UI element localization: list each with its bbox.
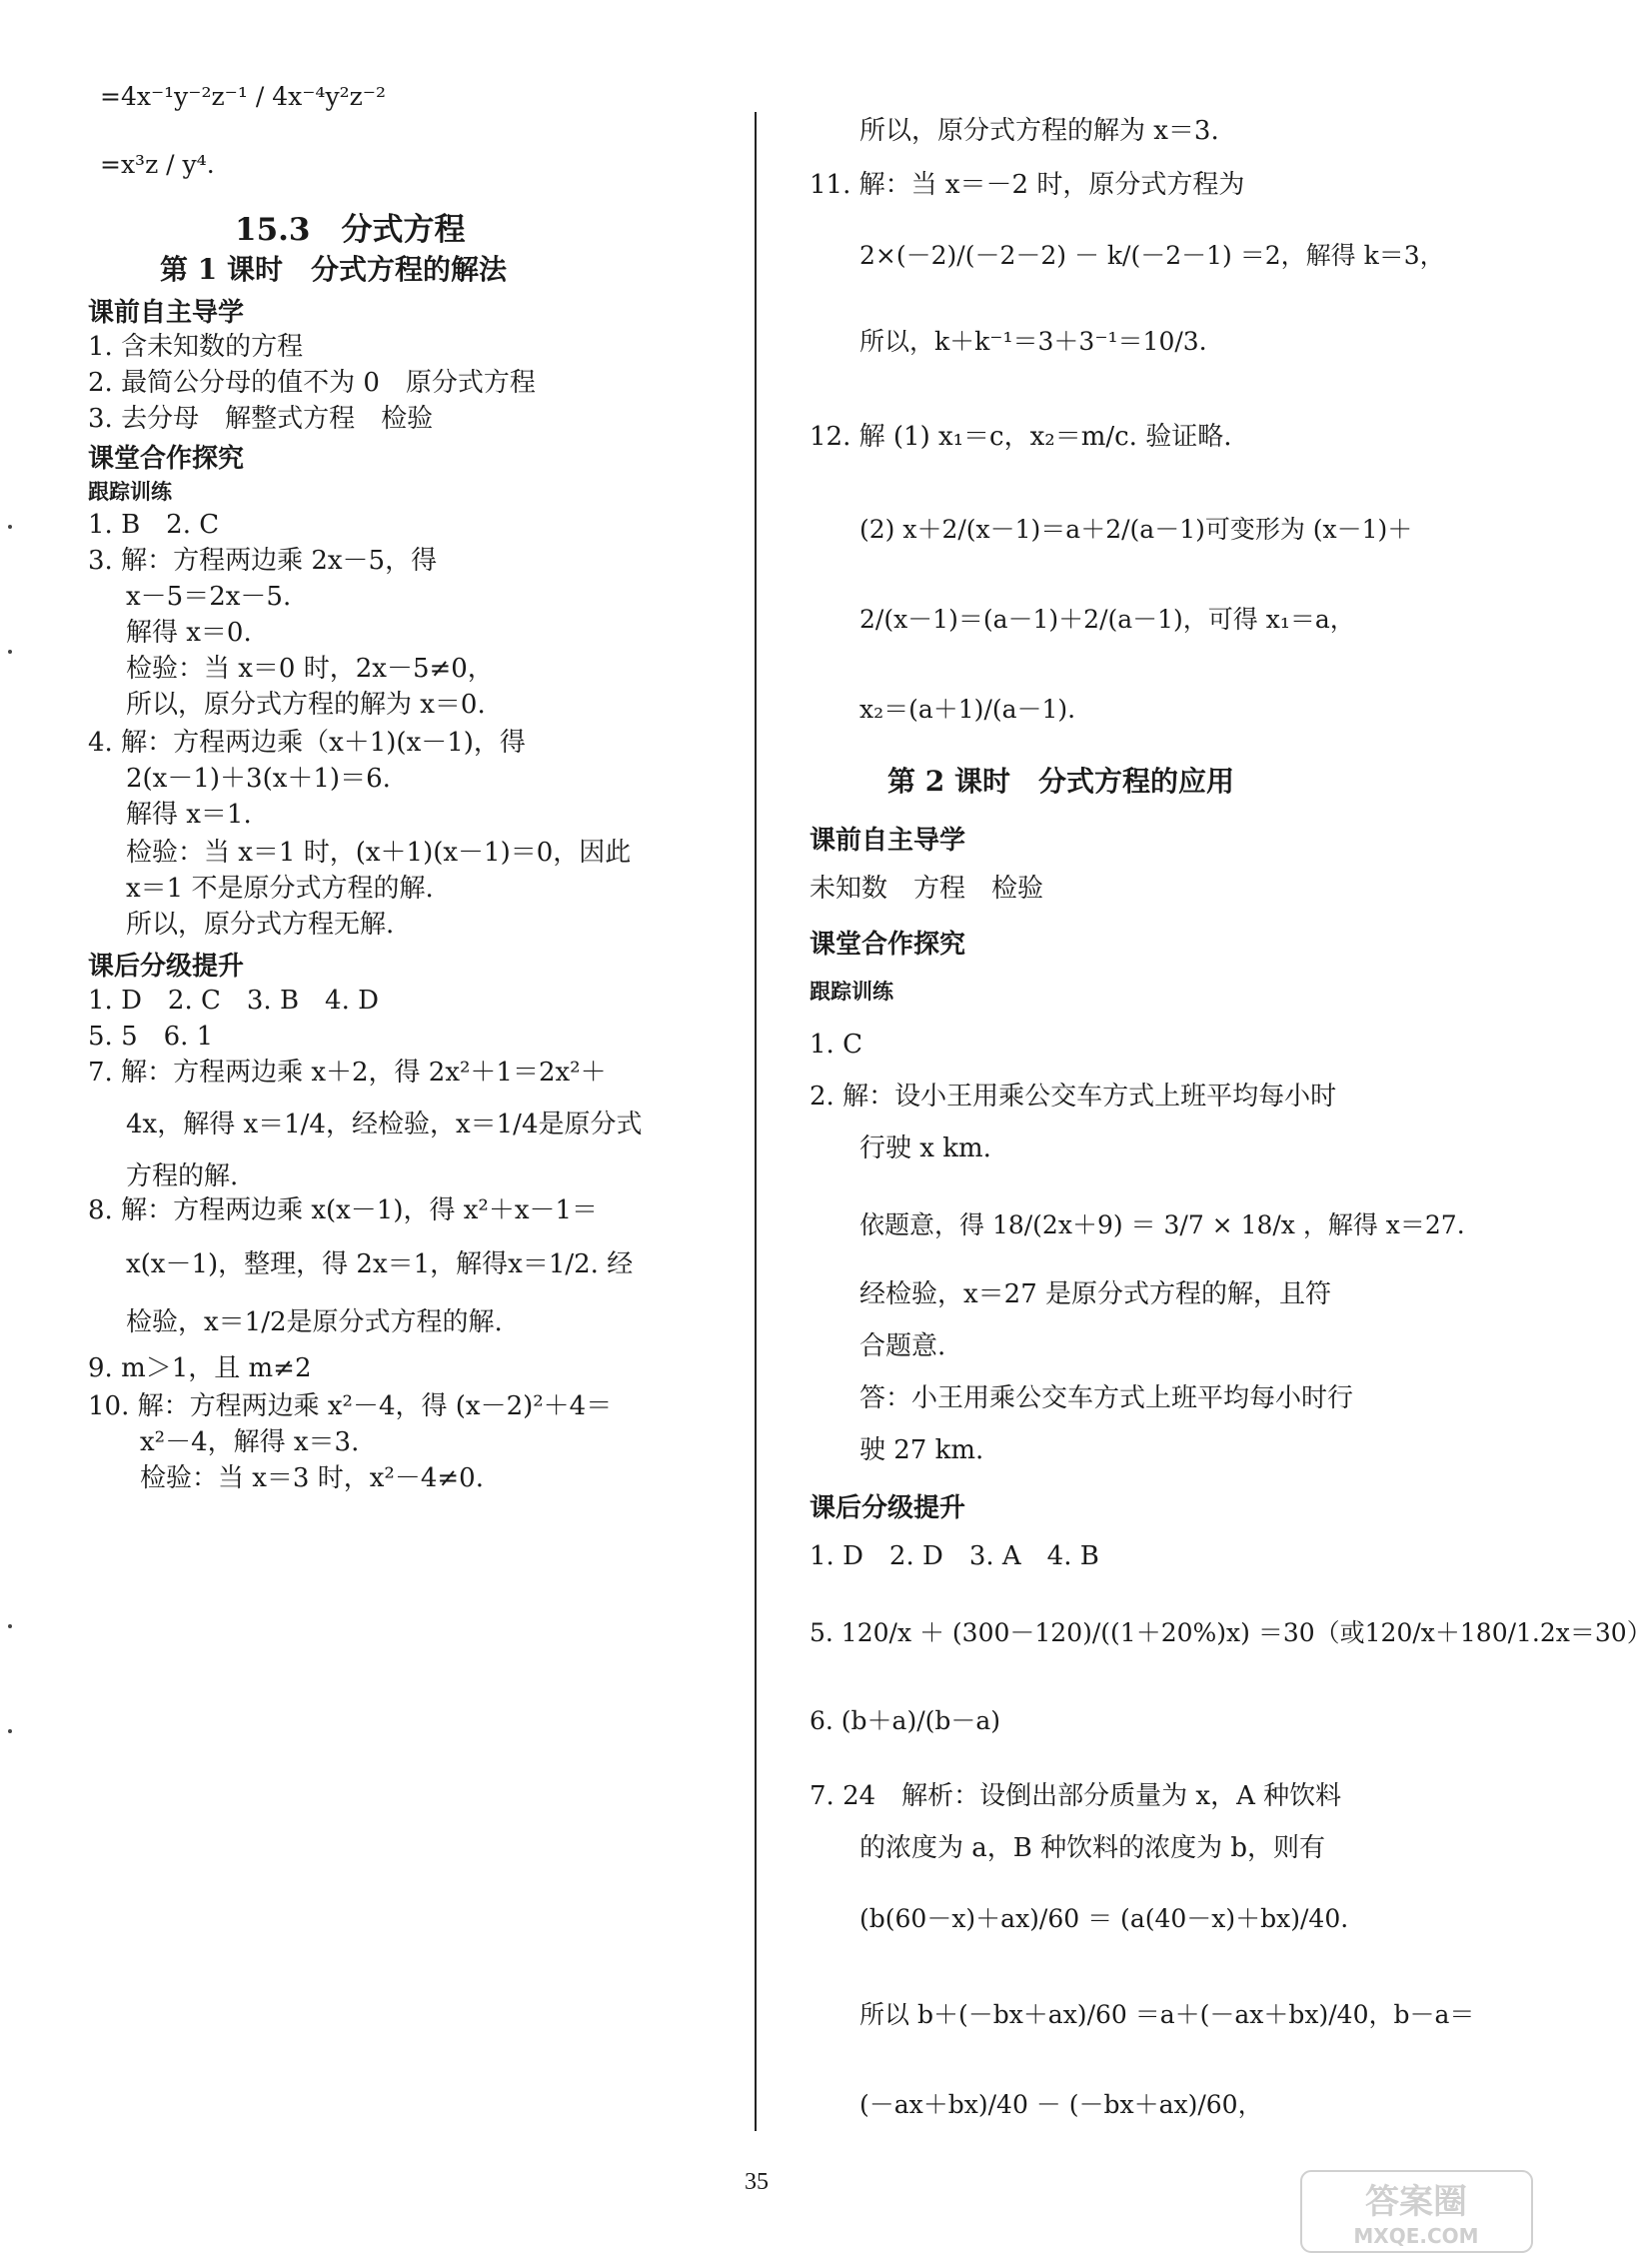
- after-9: 9. m＞1，且 m≠2: [88, 1353, 312, 1383]
- r-track-2-line-a: 2. 解：设小王用乘公交车方式上班平均每小时: [810, 1082, 1337, 1112]
- r-pre-answer: 未知数 方程 检验: [810, 874, 1044, 904]
- r-track-2-line-b: 行驶 x km.: [859, 1133, 991, 1163]
- r-heading-after-class: 课后分级提升: [810, 1493, 966, 1523]
- after-10-line-b: x²－4，解得 x＝3.: [140, 1427, 360, 1457]
- column-divider: [755, 112, 757, 2131]
- r-11-line-b: 2×(－2)/(－2－2) － k/(－2－1) ＝2，解得 k＝3，: [859, 241, 1445, 270]
- r-track-2-line-d: 经检验，x＝27 是原分式方程的解，且符: [859, 1279, 1332, 1309]
- page-number: 35: [745, 2169, 769, 2195]
- r-12-line-c: 2/(x－1)＝(a－1)＋2/(a－1)，可得 x₁＝a，: [859, 605, 1355, 634]
- track-3-line-b: x－5＝2x－5.: [126, 582, 292, 612]
- r-12-line-d: x₂＝(a＋1)/(a－1).: [859, 695, 1076, 724]
- svg-text:答案圈: 答案圈: [1365, 2182, 1467, 2222]
- r-track-2-line-f: 答：小王用乘公交车方式上班平均每小时行: [859, 1383, 1354, 1413]
- track-3-line-d: 检验：当 x＝0 时，2x－5≠0，: [126, 654, 494, 684]
- heading-in-class: 课堂合作探究: [88, 444, 245, 474]
- heading-pre-class: 课前自主导学: [88, 298, 245, 328]
- after-7-line-b: 4x，解得 x＝1/4，经检验，x＝1/4是原分式: [126, 1110, 643, 1139]
- after-7-line-c: 方程的解.: [126, 1161, 239, 1191]
- track-3-line-e: 所以，原分式方程的解为 x＝0.: [126, 690, 486, 720]
- track-3-line-c: 解得 x＝0.: [126, 618, 252, 648]
- track-4-line-d: 检验：当 x＝1 时，(x＋1)(x－1)＝0，因此: [126, 838, 632, 868]
- r-after-5: 5. 120/x ＋ (300－120)/((1＋20%)x) ＝30（或120/x＋180/1.2x＝30）: [810, 1618, 1652, 1647]
- after-answers-1-4: 1. D 2. C 3. B 4. D: [88, 986, 379, 1016]
- r-after-7-line-d: 所以 b＋(－bx＋ax)/60 ＝a＋(－ax＋bx)/40，b－a＝: [859, 2000, 1475, 2029]
- after-8-line-c: 检验，x＝1/2是原分式方程的解.: [126, 1307, 503, 1337]
- track-4-line-c: 解得 x＝1.: [126, 800, 252, 830]
- r-12-line-b: (2) x＋2/(x－1)＝a＋2/(a－1)可变形为 (x－1)＋: [859, 515, 1413, 544]
- top-equation-2: =x³z / y⁴.: [100, 150, 215, 179]
- lesson-2-title: 第 2 课时 分式方程的应用: [887, 765, 1234, 798]
- track-4-line-b: 2(x－1)＋3(x＋1)＝6.: [126, 764, 391, 794]
- after-7-line-a: 7. 解：方程两边乘 x＋2，得 2x²＋1＝2x²＋: [88, 1058, 607, 1088]
- pre-item-1: 1. 含未知数的方程: [88, 332, 304, 362]
- section-title: 15.3 分式方程: [235, 212, 466, 248]
- after-8-line-a: 8. 解：方程两边乘 x(x－1)，得 x²＋x－1＝: [88, 1195, 599, 1225]
- watermark-logo: [1299, 2169, 1534, 2254]
- after-10-line-c: 检验：当 x＝3 时，x²－4≠0.: [140, 1463, 484, 1493]
- r-after-7-line-b: 的浓度为 a，B 种饮料的浓度为 b，则有: [859, 1833, 1326, 1863]
- r-after-answers-1-4: 1. D 2. D 3. A 4. B: [810, 1541, 1099, 1571]
- lesson-1-title: 第 1 课时 分式方程的解法: [160, 253, 507, 286]
- track-4-line-a: 4. 解：方程两边乘（x＋1)(x－1)，得: [88, 728, 526, 758]
- after-10-line-a: 10. 解：方程两边乘 x²－4，得 (x－2)²＋4＝: [88, 1391, 613, 1421]
- r-track-2-line-e: 合题意.: [859, 1331, 946, 1361]
- margin-dot: [8, 1624, 12, 1628]
- after-8-line-b: x(x－1)，整理，得 2x＝1，解得x＝1/2. 经: [126, 1249, 634, 1279]
- margin-dot: [8, 650, 12, 654]
- margin-dot: [8, 525, 12, 529]
- track-3-line-a: 3. 解：方程两边乘 2x－5，得: [88, 546, 438, 576]
- margin-dot: [8, 1729, 12, 1733]
- r-after-7-line-a: 7. 24 解析：设倒出部分质量为 x，A 种饮料: [810, 1781, 1342, 1811]
- track-answers-1-2: 1. B 2. C: [88, 510, 220, 540]
- pre-item-2: 2. 最简公分母的值不为 0 原分式方程: [88, 368, 536, 398]
- svg-text:MXQE.COM: MXQE.COM: [1353, 2224, 1479, 2248]
- subheading-tracking: 跟踪训练: [88, 480, 172, 504]
- top-equation-1: =4x⁻¹y⁻²z⁻¹ / 4x⁻⁴y²z⁻²: [100, 82, 386, 111]
- r-after-7-line-e: (－ax＋bx)/40 － (－bx＋ax)/60，: [859, 2090, 1263, 2119]
- r-track-1: 1. C: [810, 1030, 862, 1060]
- after-answers-5-6: 5. 5 6. 1: [88, 1022, 214, 1052]
- r-line-0: 所以，原分式方程的解为 x＝3.: [859, 116, 1219, 146]
- r-11-line-a: 11. 解：当 x＝－2 时，原分式方程为: [810, 170, 1245, 200]
- r-track-2-line-c: 依题意，得 18/(2x＋9) ＝ 3/7 × 18/x ，解得 x＝27.: [859, 1210, 1465, 1239]
- r-11-line-c: 所以，k＋k⁻¹＝3＋3⁻¹＝10/3.: [859, 327, 1207, 356]
- r-heading-pre-class: 课前自主导学: [810, 826, 966, 856]
- r-track-2-line-g: 驶 27 km.: [859, 1435, 984, 1465]
- r-subheading-tracking: 跟踪训练: [810, 980, 893, 1004]
- pre-item-3: 3. 去分母 解整式方程 检验: [88, 404, 434, 434]
- track-4-line-e: x＝1 不是原分式方程的解.: [126, 874, 434, 904]
- r-after-6: 6. (b＋a)/(b－a): [810, 1706, 1001, 1735]
- r-12-line-a: 12. 解 (1) x₁＝c，x₂＝m/c. 验证略.: [810, 422, 1232, 452]
- heading-after-class: 课后分级提升: [88, 952, 245, 982]
- r-after-7-line-c: (b(60－x)＋ax)/60 ＝ (a(40－x)＋bx)/40.: [859, 1904, 1349, 1933]
- r-heading-in-class: 课堂合作探究: [810, 930, 966, 960]
- track-4-line-f: 所以，原分式方程无解.: [126, 910, 395, 940]
